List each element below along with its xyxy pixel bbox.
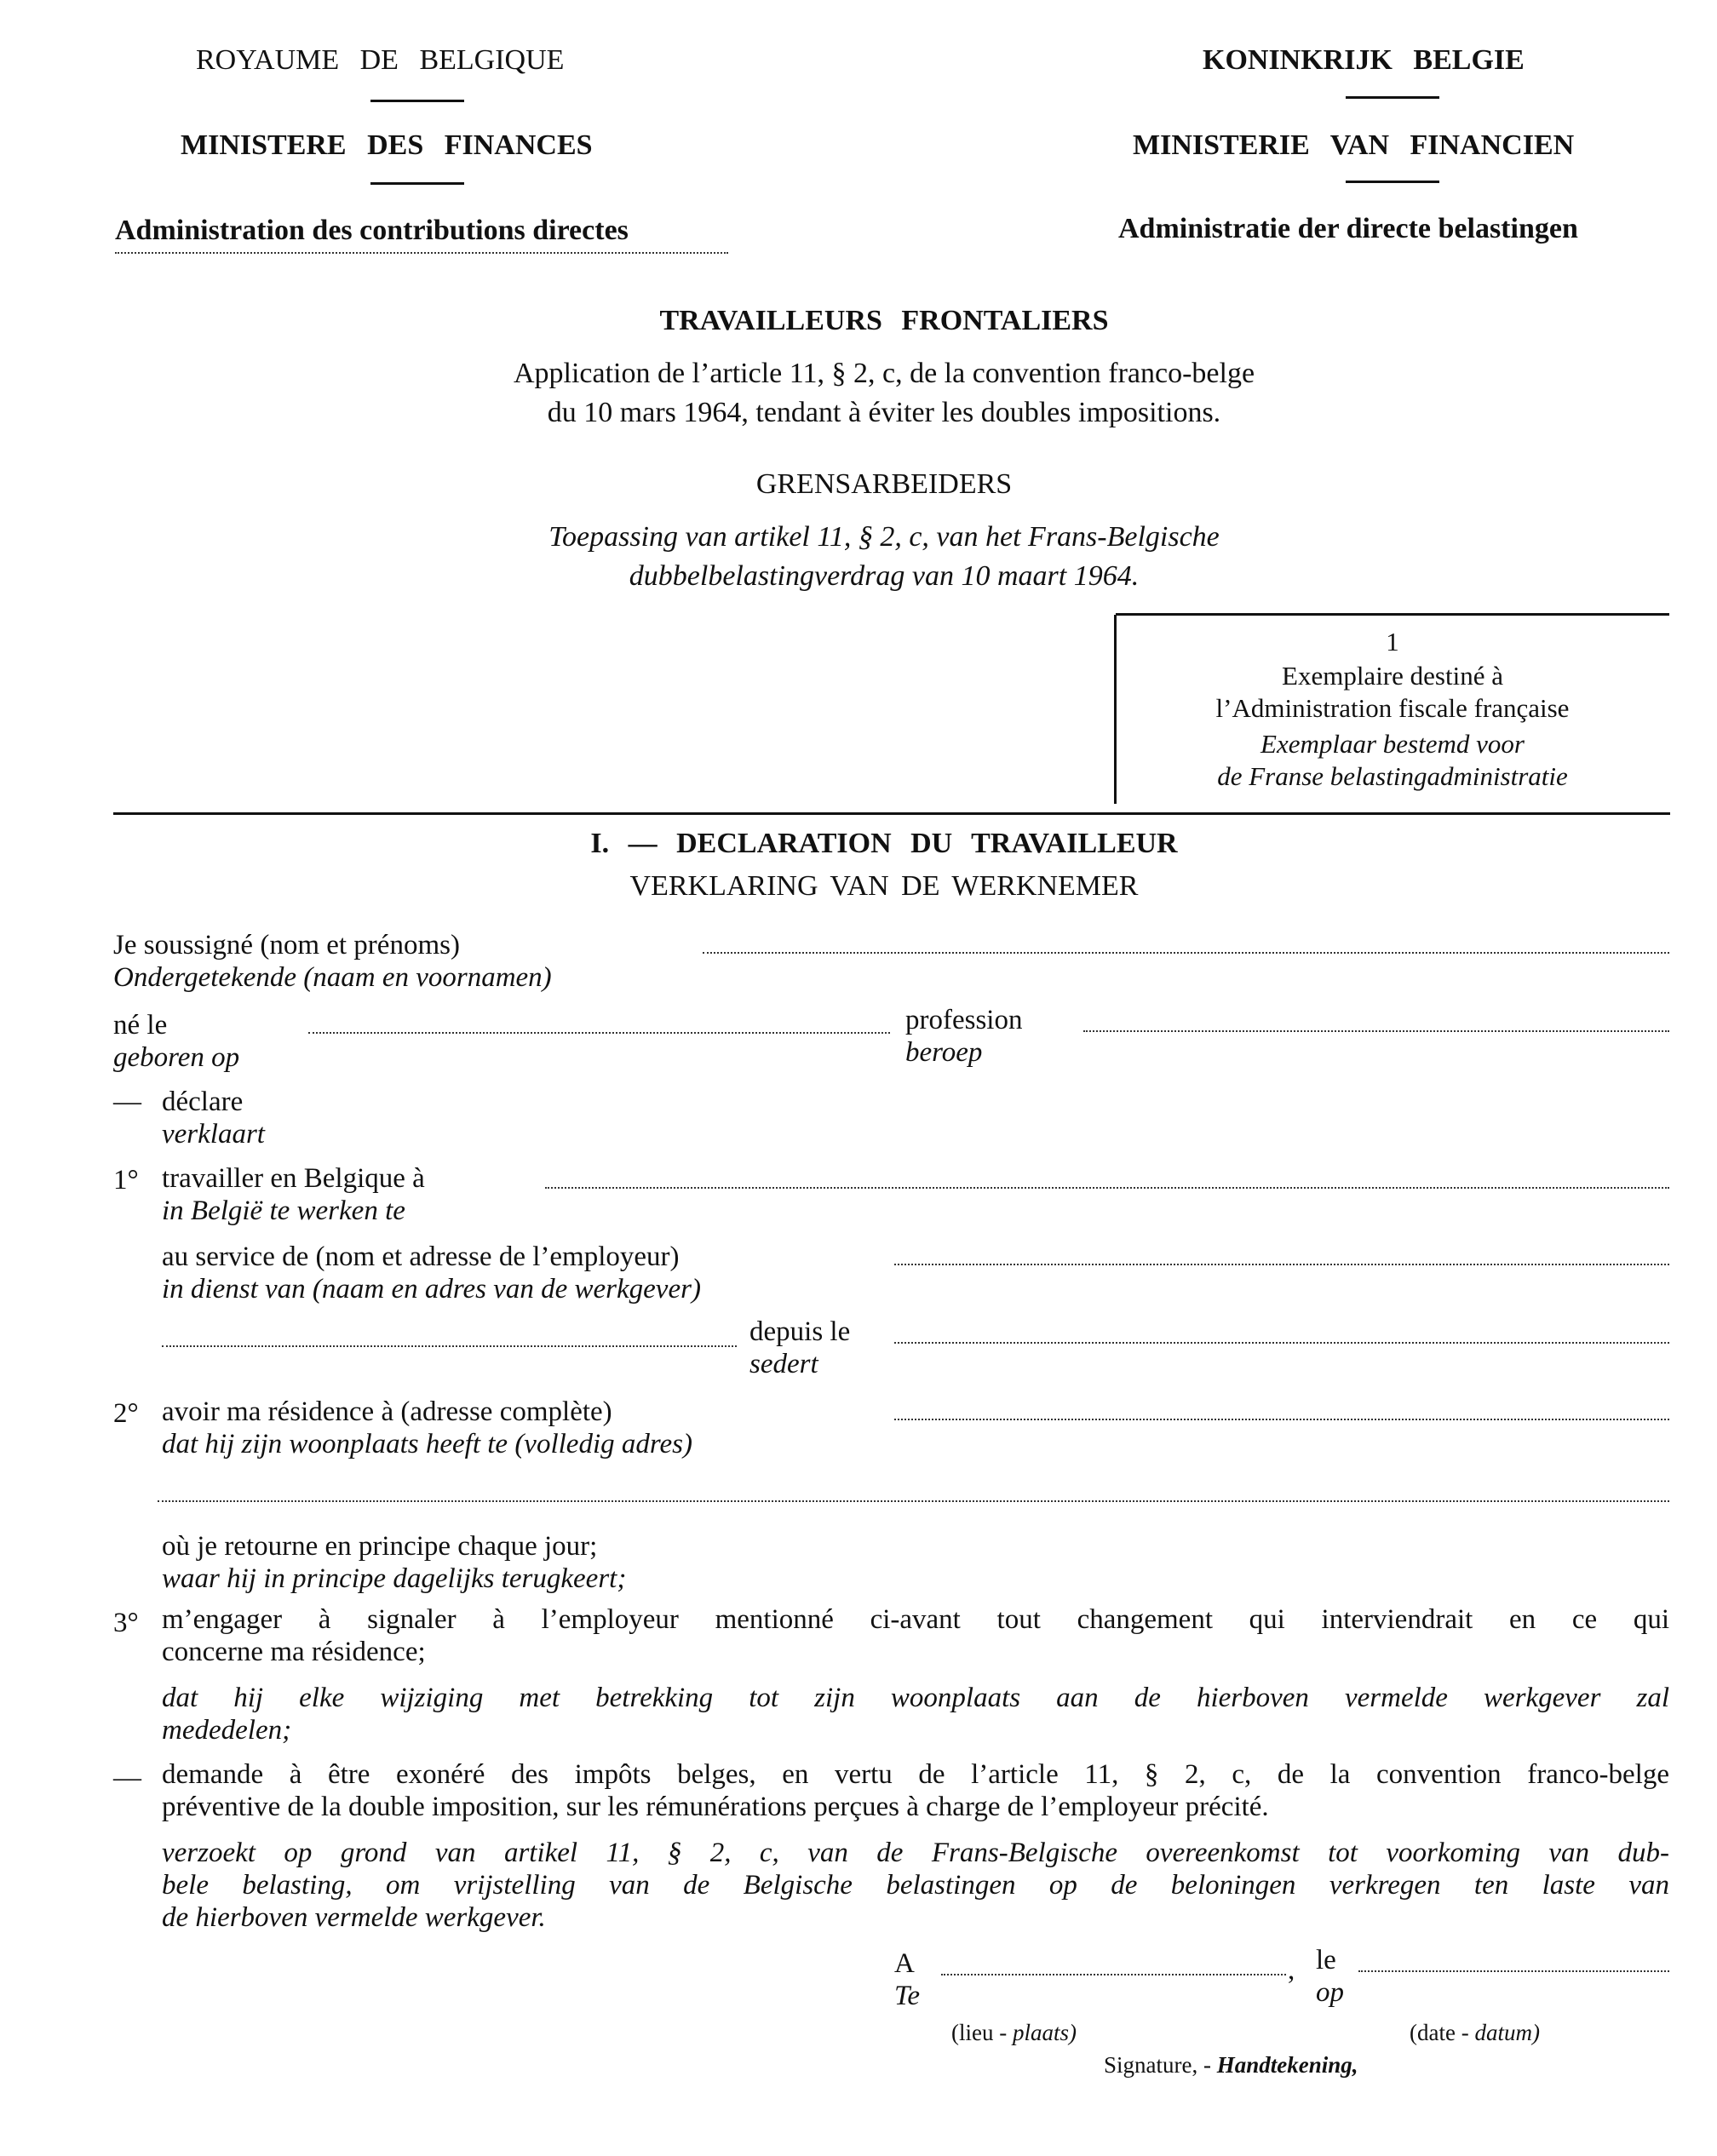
copy-box-fr-line2: l’Administration fiscale française <box>1215 693 1570 723</box>
title-nl-line2: dubbelbelastingverdrag van 10 maart 1964. <box>629 560 1140 592</box>
signature-caption-fr: Signature, - <box>1104 2052 1217 2078</box>
request-text-nl-line1: verzoekt op grond van artikel 11, § 2, c, van de Frans-Belgische overeenkomst tot voorkoming van dub- <box>162 1838 1669 1868</box>
declare-label-nl: verklaart <box>162 1119 265 1150</box>
section-top-rule <box>113 812 1670 815</box>
since-label-fr: depuis le <box>749 1316 851 1347</box>
return-text-fr: où je retourne en principe chaque jour; <box>162 1531 598 1562</box>
copy-box-number: 1 <box>1386 627 1399 657</box>
request-dash: — <box>113 1763 141 1793</box>
title-fr-line2: du 10 mars 1964, tendant à éviter les doubles impositions. <box>547 397 1221 428</box>
employer-field-line2[interactable] <box>162 1345 737 1347</box>
date-caption <box>1410 2020 1540 2046</box>
item3-text-nl-line1: dat hij elke wijziging met betrekking tot zijn woonplaats aan de hierboven vermelde werkgever zal <box>162 1683 1669 1713</box>
residence-field[interactable] <box>894 1419 1669 1420</box>
item3-text-fr-line2: concerne ma résidence; <box>162 1637 426 1667</box>
date-caption-nl: datum) <box>1474 2020 1540 2045</box>
copy-box-top-rule <box>1116 613 1669 616</box>
request-text-nl-line3: de hierboven vermelde werkgever. <box>162 1902 546 1933</box>
signature-comma: , <box>1288 1955 1295 1986</box>
title-nl-line1: Toepassing van artikel 11, § 2, c, van het Frans-Belgische <box>548 521 1220 553</box>
born-label-nl: geboren op <box>113 1042 240 1073</box>
residence-field-line2[interactable] <box>158 1500 1669 1502</box>
section-heading-nl: VERKLARING VAN DE WERKNEMER <box>629 870 1139 902</box>
profession-label-fr: profession <box>905 1005 1023 1035</box>
name-label-fr: Je soussigné (nom et prénoms) <box>113 930 460 960</box>
copy-box-nl-line2: de Franse belastingadministratie <box>1217 761 1568 791</box>
section-heading-fr: I. — DECLARATION DU TRAVAILLEUR <box>590 828 1178 859</box>
request-text-fr-line1: demande à être exonéré des impôts belges, en vertu de l’article 11, § 2, c, de la convention franco-belge <box>162 1759 1669 1790</box>
copy-box-fr-line1: Exemplaire destiné à <box>1282 661 1503 691</box>
header-right-line1: KONINKRIJK BELGIE <box>1203 44 1525 76</box>
declare-label-fr: déclare <box>162 1087 244 1117</box>
place-caption-nl: plaats) <box>1012 2020 1077 2045</box>
header-left-line1: ROYAUME DE BELGIQUE <box>196 44 565 76</box>
born-label-fr: né le <box>113 1010 168 1041</box>
place-caption <box>951 2020 1077 2046</box>
item3-number: 3° <box>113 1608 139 1638</box>
header-right-divider1 <box>1346 96 1439 99</box>
place-caption-fr: (lieu - <box>951 2020 1013 2045</box>
header-left-line3: Administration des contributions directes <box>115 215 629 246</box>
request-text-nl-line2: bele belasting, om vrijstelling van de Belgische belastingen op de beloningen verkregen ten laste van <box>162 1870 1669 1901</box>
item1-label-fr: travailler en Belgique à <box>162 1163 425 1194</box>
signature-date-fr: le <box>1316 1945 1336 1975</box>
copy-box-nl-line1: Exemplaar bestemd voor <box>1260 729 1525 759</box>
item2-label-nl: dat hij zijn woonplaats heeft te (volledig adres) <box>162 1429 692 1459</box>
header-left-divider1 <box>370 100 464 102</box>
item2-label-fr: avoir ma résidence à (adresse complète) <box>162 1396 612 1427</box>
item1-number: 1° <box>113 1165 139 1196</box>
signature-at-nl: Te <box>894 1981 920 2011</box>
work-place-field[interactable] <box>545 1187 1669 1189</box>
header-right-line2: MINISTERIE VAN FINANCIEN <box>1133 129 1575 161</box>
profession-field[interactable] <box>1083 1030 1669 1032</box>
title-nl-heading: GRENSARBEIDERS <box>755 468 1013 500</box>
item1-label-nl: in België te werken te <box>162 1196 405 1226</box>
employer-field[interactable] <box>894 1264 1669 1265</box>
signature-date-nl: op <box>1316 1977 1344 2008</box>
date-caption-fr: (date - <box>1410 2020 1475 2045</box>
name-label-nl: Ondergetekende (naam en voornamen) <box>113 962 552 993</box>
employer-label-fr: au service de (nom et adresse de l’employeur) <box>162 1241 680 1272</box>
title-fr-line1: Application de l’article 11, § 2, c, de la convention franco-belge <box>513 358 1255 389</box>
title-fr-heading: TRAVAILLEURS FRONTALIERS <box>659 305 1109 336</box>
return-text-nl: waar hij in principe dagelijks terugkeert; <box>162 1563 627 1594</box>
profession-label-nl: beroep <box>905 1037 983 1068</box>
signature-place-field[interactable] <box>941 1974 1286 1975</box>
header-right-divider2 <box>1346 181 1439 183</box>
header-right-line3: Administratie der directe belastingen <box>1118 213 1578 244</box>
header-left-line2: MINISTERE DES FINANCES <box>181 129 593 161</box>
signature-date-field[interactable] <box>1358 1970 1669 1972</box>
signature-caption-nl: Handtekening, <box>1216 2052 1358 2078</box>
item2-number: 2° <box>113 1398 139 1429</box>
birth-date-field[interactable] <box>308 1032 890 1034</box>
employer-label-nl: in dienst van (naam en adres van de werkgever) <box>162 1274 701 1304</box>
item3-text-fr-line1: m’engager à signaler à l’employeur mentionné ci-avant tout changement qui interviendrait en ce qui <box>162 1604 1669 1635</box>
since-label-nl: sedert <box>749 1349 818 1379</box>
signature-at-fr: A <box>894 1948 915 1979</box>
request-text-fr-line2: préventive de la double imposition, sur les rémunérations perçues à charge de l’employeur précité. <box>162 1792 1269 1822</box>
header-left-divider2 <box>370 182 464 185</box>
declare-dash: — <box>113 1087 141 1117</box>
name-field[interactable] <box>703 952 1669 954</box>
header-left-underline <box>115 252 728 254</box>
signature-caption <box>1104 2052 1358 2079</box>
item3-text-nl-line2: mededelen; <box>162 1715 292 1746</box>
since-date-field[interactable] <box>894 1342 1669 1344</box>
